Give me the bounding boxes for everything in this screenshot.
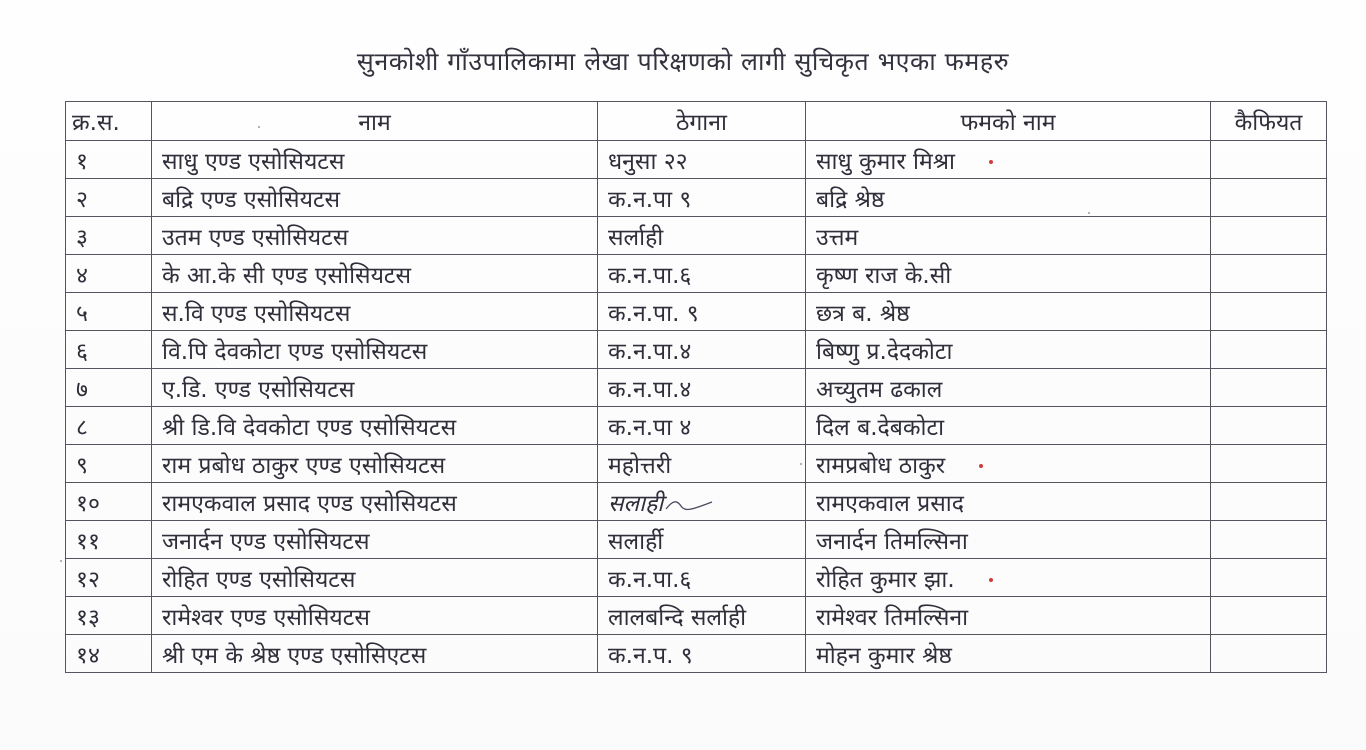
address-cell: धनुसा २२ [598, 141, 806, 179]
serial-cell: ६ [66, 331, 152, 369]
red-tick-mark [979, 464, 983, 468]
handwritten-address: सलाही [608, 490, 664, 517]
firm-name-cell: मोहन कुमार श्रेष्ठ [806, 635, 1211, 673]
serial-cell: १ [66, 141, 152, 179]
remarks-cell [1211, 369, 1327, 407]
name-cell: साधु एण्ड एसोसियटस [152, 141, 598, 179]
serial-cell: ११ [66, 521, 152, 559]
firm-name-cell: रामेश्वर तिमल्सिना [806, 597, 1211, 635]
firm-name-cell: छत्र ब. श्रेष्ठ [806, 293, 1211, 331]
address-cell: महोत्तरी [598, 445, 806, 483]
address-cell: क.न.पा. ९ [598, 293, 806, 331]
remarks-cell [1211, 635, 1327, 673]
table-row [66, 559, 1327, 597]
serial-cell: २ [66, 179, 152, 217]
serial-cell: १४ [66, 635, 152, 673]
scan-speck [258, 126, 260, 128]
firm-name-cell: जनार्दन तिमल्सिना [806, 521, 1211, 559]
address-cell: क.न.पा.६ [598, 559, 806, 597]
scan-speck [1088, 212, 1090, 214]
table-row [66, 369, 1327, 407]
firm-name-cell [806, 445, 1211, 483]
name-cell: ए.डि. एण्ड एसोसियटस [152, 369, 598, 407]
red-tick-mark [989, 578, 993, 582]
name-cell: श्री डि.वि देवकोटा एण्ड एसोसियटस [152, 407, 598, 445]
address-cell: सलार्ही [598, 521, 806, 559]
firm-name-text: रोहित कुमार झा. [816, 566, 955, 593]
address-cell: क.न.पा ९ [598, 179, 806, 217]
firm-name-cell: बिष्णु प्र.देदकोटा [806, 331, 1211, 369]
name-cell: जनार्दन एण्ड एसोसियटस [152, 521, 598, 559]
table-row [66, 141, 1327, 179]
address-cell: क.न.पा ४ [598, 407, 806, 445]
address-cell: क.न.पा.४ [598, 331, 806, 369]
firm-name-cell [806, 141, 1211, 179]
address-cell: क.न.पा.४ [598, 369, 806, 407]
address-cell-handwritten [598, 483, 806, 521]
serial-cell: ४ [66, 255, 152, 293]
remarks-cell [1211, 597, 1327, 635]
table-header-row [66, 102, 1327, 141]
name-cell: राम प्रबोध ठाकुर एण्ड एसोसियटस [152, 445, 598, 483]
firm-name-text: रामप्रबोध ठाकुर [816, 452, 946, 479]
remarks-cell [1211, 331, 1327, 369]
serial-cell: ३ [66, 217, 152, 255]
document-title: सुनकोशी गाँउपालिकामा लेखा परिक्षणको लागी सुचिकृत भएका फमहरु [356, 47, 1010, 76]
scan-speck [800, 463, 802, 465]
table-row [66, 597, 1327, 635]
firm-name-cell: उत्तम [806, 217, 1211, 255]
table-row [66, 179, 1327, 217]
table-row [66, 331, 1327, 369]
remarks-cell [1211, 407, 1327, 445]
name-cell: उतम एण्ड एसोसियटस [152, 217, 598, 255]
name-cell: बद्रि एण्ड एसोसियटस [152, 179, 598, 217]
serial-cell: ५ [66, 293, 152, 331]
scan-speck [60, 560, 62, 562]
table-row [66, 445, 1327, 483]
remarks-cell [1211, 521, 1327, 559]
table-row [66, 407, 1327, 445]
remarks-cell [1211, 179, 1327, 217]
firm-name-cell: बद्रि श्रेष्ठ [806, 179, 1211, 217]
remarks-cell [1211, 255, 1327, 293]
table-row [66, 483, 1327, 521]
remarks-cell [1211, 217, 1327, 255]
address-cell: लालबन्दि सर्लाही [598, 597, 806, 635]
firm-name-cell: कृष्ण राज के.सी [806, 255, 1211, 293]
serial-cell: ७ [66, 369, 152, 407]
remarks-cell [1211, 293, 1327, 331]
remarks-cell [1211, 445, 1327, 483]
firm-name-cell: दिल ब.देबकोटा [806, 407, 1211, 445]
name-cell: वि.पि देवकोटा एण्ड एसोसियटस [152, 331, 598, 369]
name-cell: रामेश्वर एण्ड एसोसियटस [152, 597, 598, 635]
handwriting-stroke [665, 498, 713, 512]
serial-cell: १२ [66, 559, 152, 597]
header-remarks: कैफियत [1211, 102, 1327, 141]
header-serial: क्र.स. [66, 102, 152, 141]
firm-name-cell: रामएकवाल प्रसाद [806, 483, 1211, 521]
name-cell: श्री एम के श्रेष्ठ एण्ड एसोसिएटस [152, 635, 598, 673]
table-row [66, 217, 1327, 255]
serial-cell: १३ [66, 597, 152, 635]
address-cell: क.न.प. ९ [598, 635, 806, 673]
firm-name-cell [806, 559, 1211, 597]
remarks-cell [1211, 483, 1327, 521]
serial-cell: ९ [66, 445, 152, 483]
name-cell: के आ.के सी एण्ड एसोसियटस [152, 255, 598, 293]
name-cell: रामएकवाल प्रसाद एण्ड एसोसियटस [152, 483, 598, 521]
table-row [66, 255, 1327, 293]
table-row [66, 521, 1327, 559]
header-name: नाम [152, 102, 598, 141]
firm-name-text: साधु कुमार मिश्रा [816, 148, 956, 175]
header-firm-name: फमको नाम [806, 102, 1211, 141]
serial-cell: ८ [66, 407, 152, 445]
serial-cell: १० [66, 483, 152, 521]
address-cell: क.न.पा.६ [598, 255, 806, 293]
remarks-cell [1211, 141, 1327, 179]
remarks-cell [1211, 559, 1327, 597]
header-address: ठेगाना [598, 102, 806, 141]
name-cell: रोहित एण्ड एसोसियटस [152, 559, 598, 597]
firm-list-table [65, 101, 1327, 673]
name-cell: स.वि एण्ड एसोसियटस [152, 293, 598, 331]
table-row [66, 293, 1327, 331]
firm-name-cell: अच्युतम ढकाल [806, 369, 1211, 407]
table-row [66, 635, 1327, 673]
red-tick-mark [989, 160, 993, 164]
address-cell: सर्लाही [598, 217, 806, 255]
